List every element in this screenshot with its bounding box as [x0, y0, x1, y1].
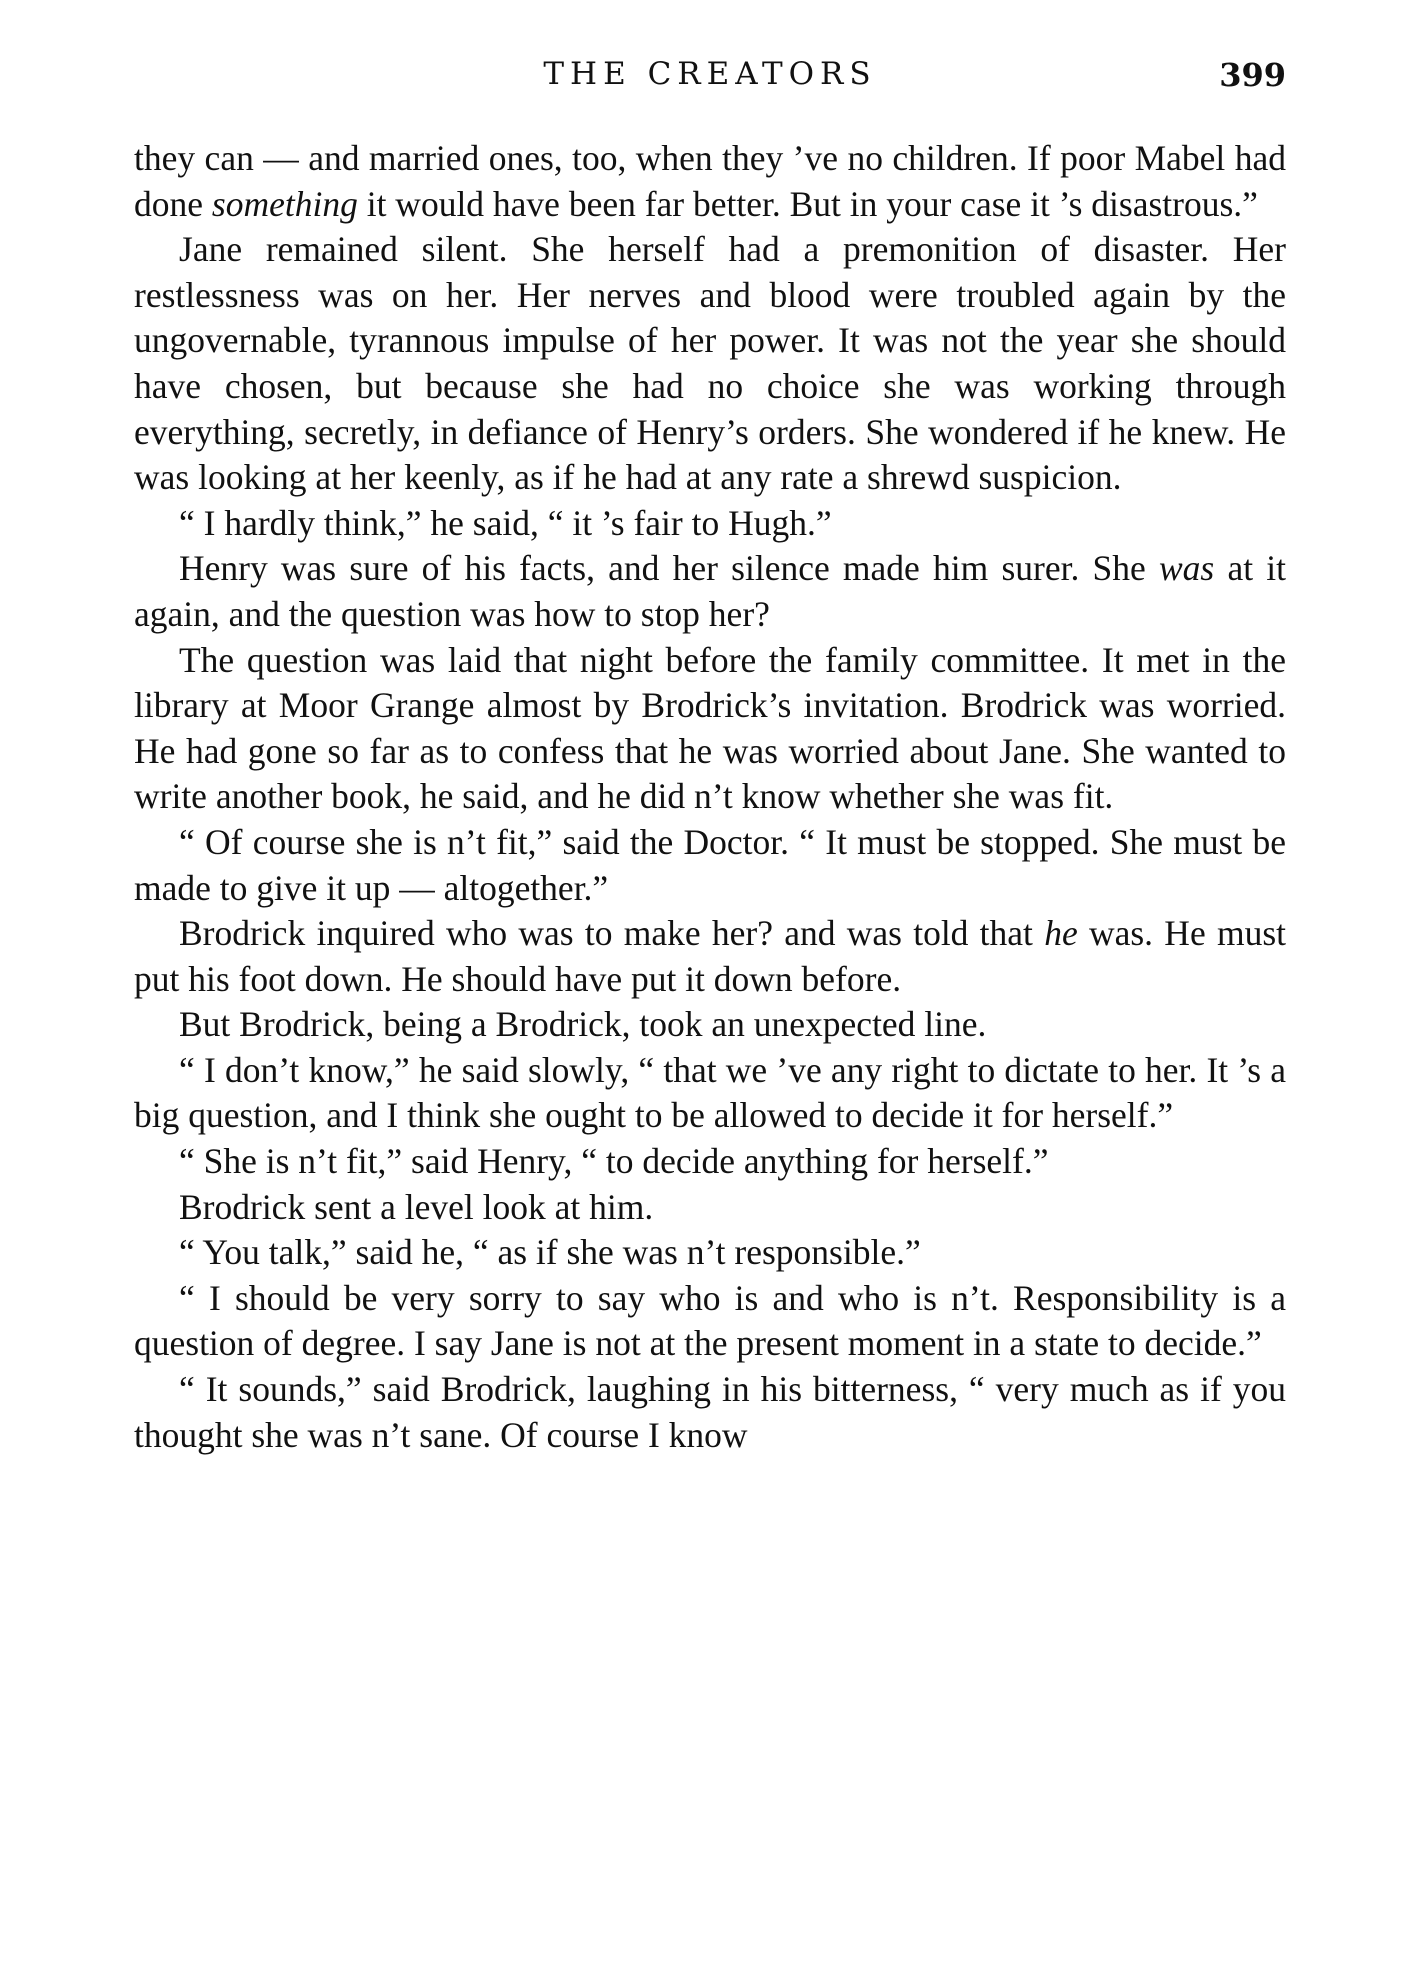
paragraph — [134, 136, 1286, 227]
paragraph — [134, 546, 1286, 637]
paragraph — [134, 1367, 1286, 1458]
running-head: THE CREATORS — [543, 56, 877, 92]
text-run: Henry was sure of his facts, and her silence made him surer. She — [179, 548, 1159, 589]
text-run: they can — and married ones, too, when they ’ve no children. If poor Mabel had done — [134, 138, 1286, 224]
text-run: “ She is n’t fit,” said Henry, “ to decide anything for herself.” — [179, 1141, 1049, 1182]
text-run: The question was laid that night before the family committee. It met in the library at Moor Grange almost by Brodrick’s invitation. Brodrick was worried. He had gone so far as to confess that he was worried about Jane. She wanted to write another book, he said, and he did n’t know whether she was fit. — [134, 639, 1286, 817]
body-text — [134, 136, 1286, 1458]
text-run: it would have been far better. But in your case it ’s disastrous.” — [357, 183, 1258, 224]
text-run: “ I hardly think,” he said, “ it ’s fair to Hugh.” — [179, 502, 832, 543]
text-run: at it again, and the question was how to stop her? — [134, 548, 1286, 634]
text-run: “ I don’t know,” he said slowly, “ that we ’ve any right to dictate to her. It ’s a big question, and I think she ought to be allowed to decide it for herself.” — [134, 1049, 1286, 1136]
text-run: was. He must put his foot down. He should have put it down before. — [134, 913, 1286, 999]
text-run: “ It sounds,” said Brodrick, laughing in his bitterness, “ very much as if you thought she was n’t sane. Of course I know — [134, 1369, 1286, 1455]
text-run: Brodrick sent a level look at him. — [179, 1186, 654, 1227]
paragraph — [134, 1002, 1286, 1048]
italic-text: something — [211, 183, 358, 224]
paragraph — [134, 911, 1286, 1002]
italic-text: was — [1158, 548, 1215, 589]
text-run: “ I should be very sorry to say who is and who is n’t. Responsibility is a question of degree. I say Jane is not at the present moment in a state to decide.” — [134, 1277, 1286, 1364]
paragraph — [134, 820, 1286, 911]
paragraph — [134, 1048, 1286, 1139]
page-number: 399 — [1219, 56, 1286, 94]
paragraph — [134, 1185, 1286, 1231]
paragraph — [134, 1276, 1286, 1367]
text-run: “ Of course she is n’t fit,” said the Doctor. “ It must be stopped. She must be made to give it up — altogether.” — [134, 821, 1286, 908]
paragraph — [134, 501, 1286, 547]
paragraph — [134, 1139, 1286, 1185]
text-run: Brodrick inquired who was to make her? and was told that — [179, 913, 1045, 954]
text-run: “ You talk,” said he, “ as if she was n’t responsible.” — [179, 1232, 921, 1273]
text-run: Jane remained silent. She herself had a premonition of disaster. Her restlessness was on her. Her nerves and blood were troubled again by the ungovernable, tyrannous impulse of her power. It was not the year she should have chosen, but because she had no choice she was working through everything, secretly, in defiance of Henry’s orders. She wondered if he knew. He was looking at her keenly, as if he had at any rate a shrewd suspicion. — [134, 229, 1286, 498]
page-header — [134, 56, 1286, 102]
paragraph — [134, 1230, 1286, 1276]
paragraph — [134, 227, 1286, 501]
paragraph — [134, 638, 1286, 820]
italic-text: he — [1044, 913, 1078, 954]
text-run: But Brodrick, being a Brodrick, took an unexpected line. — [179, 1004, 987, 1045]
